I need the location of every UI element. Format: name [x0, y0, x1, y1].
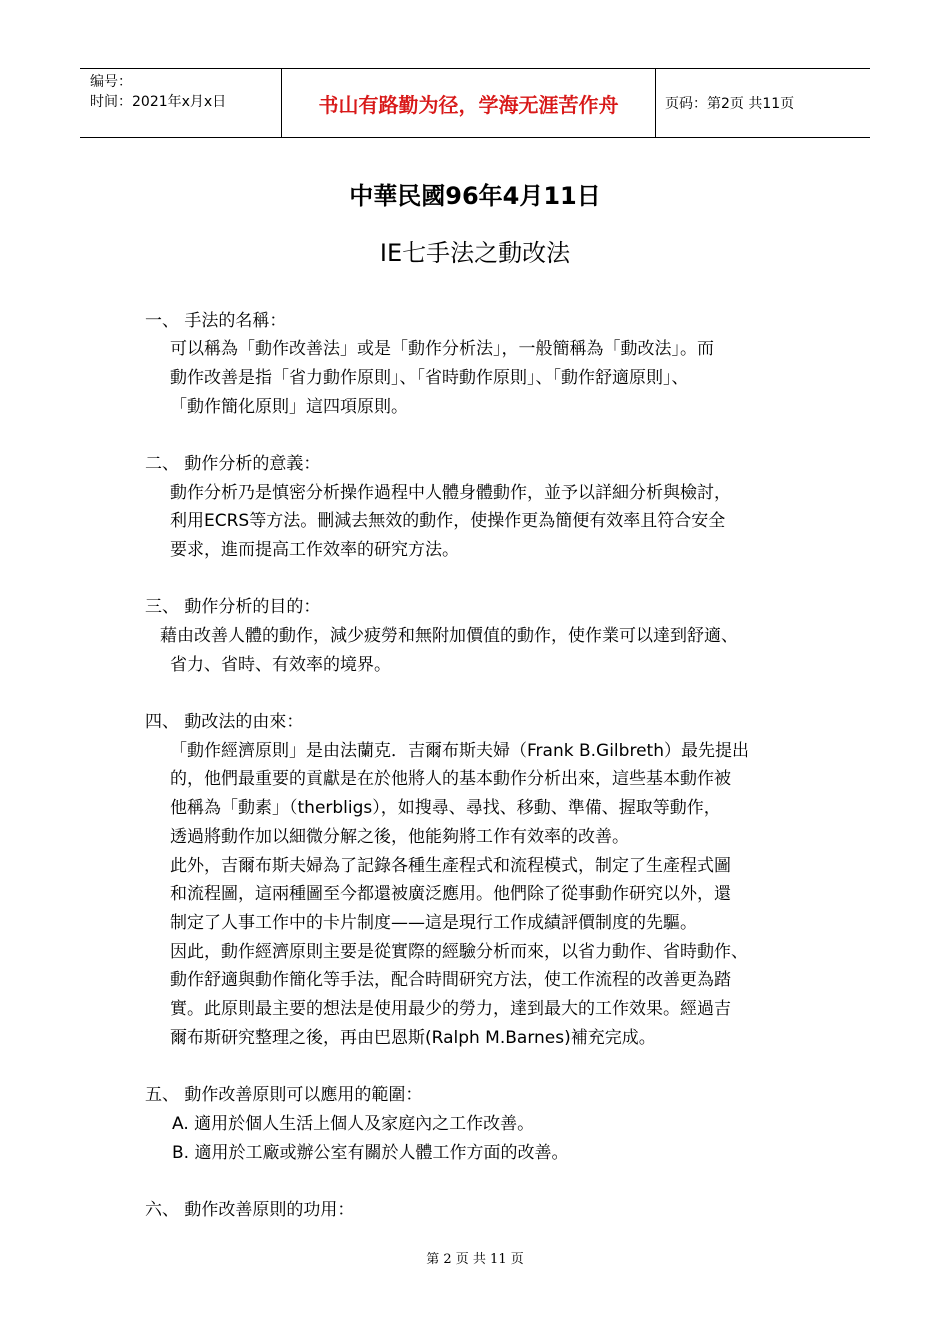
section-4-line: 的，他們最重要的貢獻是在於他將人的基本動作分析出來，這些基本動作被: [170, 769, 731, 789]
section-5-heading: 五、 動作改善原則可以應用的範圍：: [145, 1085, 423, 1105]
section-3-heading: 三、 動作分析的目的：: [145, 597, 321, 617]
section-2-line: 利用ECRS等方法。刪減去無效的動作，使操作更為簡便有效率且符合安全: [170, 511, 726, 531]
time-label: 时间：2021年x月x日: [90, 94, 227, 110]
page-footer: 第 2 页 共 11 页: [426, 1252, 524, 1267]
section-4-heading: 四、 動改法的由來：: [145, 712, 304, 732]
section-4-line: 制定了人事工作中的卡片制度——這是現行工作成績評價制度的先驅。: [170, 913, 697, 933]
section-2-line: 動作分析乃是慎密分析操作過程中人體身體動作，並予以詳細分析與檢討，: [170, 483, 731, 503]
document-date: 中華民國96年4月11日: [349, 182, 601, 210]
section-4-line: 和流程圖，這兩種圖至今都還被廣泛應用。他們除了從事動作研究以外，還: [170, 884, 731, 904]
section-4-line: 動作舒適與動作簡化等手法，配合時間研究方法，使工作流程的改善更為踏: [170, 970, 731, 990]
section-1-line: 「動作簡化原則」這四項原則。: [170, 397, 408, 417]
section-4-line: 因此，動作經濟原則主要是從實際的經驗分析而來，以省力動作、省時動作、: [170, 942, 748, 962]
section-6-heading: 六、 動作改善原則的功用：: [145, 1200, 355, 1220]
header-motto: 书山有路勤为径，学海无涯苦作舟: [282, 69, 656, 137]
page-header: [80, 68, 870, 138]
section-4-line: 爾布斯研究整理之後，再由巴恩斯(Ralph M.Barnes)補充完成。: [170, 1028, 656, 1048]
document-title: IE七手法之動改法: [379, 239, 571, 267]
section-5-item: B. 適用於工廠或辦公室有關於人體工作方面的改善。: [172, 1143, 569, 1163]
section-4-line: 此外，吉爾布斯夫婦為了記錄各種生產程式和流程模式，制定了生產程式圖: [170, 856, 731, 876]
header-meta: [80, 69, 282, 137]
section-2-heading: 二、 動作分析的意義：: [145, 454, 321, 474]
section-1-line: 動作改善是指「省力動作原則」、「省時動作原則」、「動作舒適原則」、: [170, 368, 689, 388]
section-5-item: A. 適用於個人生活上個人及家庭內之工作改善。: [172, 1114, 535, 1134]
section-4-line: 他稱為「動素」（therbligs），如搜尋、尋找、移動、準備、握取等動作，: [170, 798, 721, 818]
number-label: 编号：: [90, 74, 132, 90]
section-1-line: 可以稱為「動作改善法」或是「動作分析法」，一般簡稱為「動改法」。而: [170, 339, 714, 359]
section-3-line: 藉由改善人體的動作，減少疲勞和無附加價值的動作，使作業可以達到舒適、: [160, 626, 738, 646]
section-1-heading: 一、 手法的名稱：: [145, 311, 287, 331]
section-2-line: 要求，進而提高工作效率的研究方法。: [170, 540, 459, 560]
section-4-line: 實。此原則最主要的想法是使用最少的勞力，達到最大的工作效果。經過吉: [170, 999, 731, 1019]
header-page-info: 页码：第2页 共11页: [665, 96, 795, 112]
section-4-line: 「動作經濟原則」是由法蘭克．吉爾布斯夫婦（Frank B.Gilbreth）最先提出: [170, 741, 749, 761]
section-4-line: 透過將動作加以細微分解之後，他能夠將工作有效率的改善。: [170, 827, 629, 847]
section-3-line: 省力、省時、有效率的境界。: [170, 655, 391, 675]
